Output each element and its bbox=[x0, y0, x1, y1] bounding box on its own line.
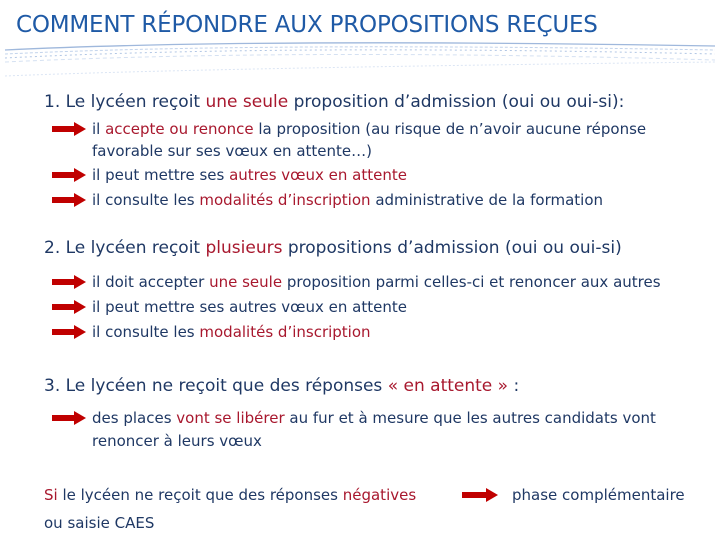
red-arrow-icon bbox=[50, 122, 86, 136]
section-3-item-1-continuation: renoncer à leurs vœux bbox=[92, 432, 262, 450]
red-arrow-icon bbox=[50, 168, 86, 182]
red-arrow-icon bbox=[50, 193, 86, 207]
decorative-swoosh bbox=[0, 38, 720, 88]
red-arrow-icon bbox=[50, 325, 86, 339]
section-1-item-1-continuation: favorable sur ses vœux en attente…) bbox=[92, 142, 372, 160]
red-arrow-icon bbox=[50, 275, 86, 289]
red-arrow-icon bbox=[50, 411, 86, 425]
complementary-phase-label: phase complémentaire bbox=[512, 486, 685, 504]
section-1-heading: 1. Le lycéen reçoit une seule proposition d’admission (oui ou oui-si): bbox=[44, 92, 625, 112]
page-title: COMMENT RÉPONDRE AUX PROPOSITIONS REÇUES bbox=[16, 12, 598, 38]
slide: COMMENT RÉPONDRE AUX PROPOSITIONS REÇUES 1. Le lycéen reçoit une seule proposition d’admission (oui ou oui-si): il accepte ou renonce la proposition (au risque de n’avoir aucune réponse favorable sur ses vœux en attente…) il peut mettre ses autres vœux en attente il consulte les modalités d’inscription administrative de la formation 2. Le lycéen reçoit plusieurs propositions d’admission (oui ou oui-si) il doit accepter une seule proposition parmi celles-ci et renoncer aux autres il peut mettre ses autres vœux en attente il consulte les modalités d’inscription 3. Le lycéen ne reçoit que des réponses « en attente » : des places vont se libérer au fur et à mesure que les autres candidats vont renoncer à leurs vœux Si le lycéen ne reçoit que des réponses négatives ou saisie CAES phase complémentaire bbox=[0, 0, 720, 540]
negative-responses-note-line2: ou saisie CAES bbox=[44, 514, 155, 532]
red-arrow-icon bbox=[50, 300, 86, 314]
section-2-heading: 2. Le lycéen reçoit plusieurs propositions d’admission (oui ou oui-si) bbox=[44, 238, 622, 258]
negative-responses-note: Si le lycéen ne reçoit que des réponses négatives bbox=[44, 486, 417, 504]
section-3-heading: 3. Le lycéen ne reçoit que des réponses « en attente » : bbox=[44, 376, 520, 396]
red-arrow-icon bbox=[460, 488, 498, 502]
